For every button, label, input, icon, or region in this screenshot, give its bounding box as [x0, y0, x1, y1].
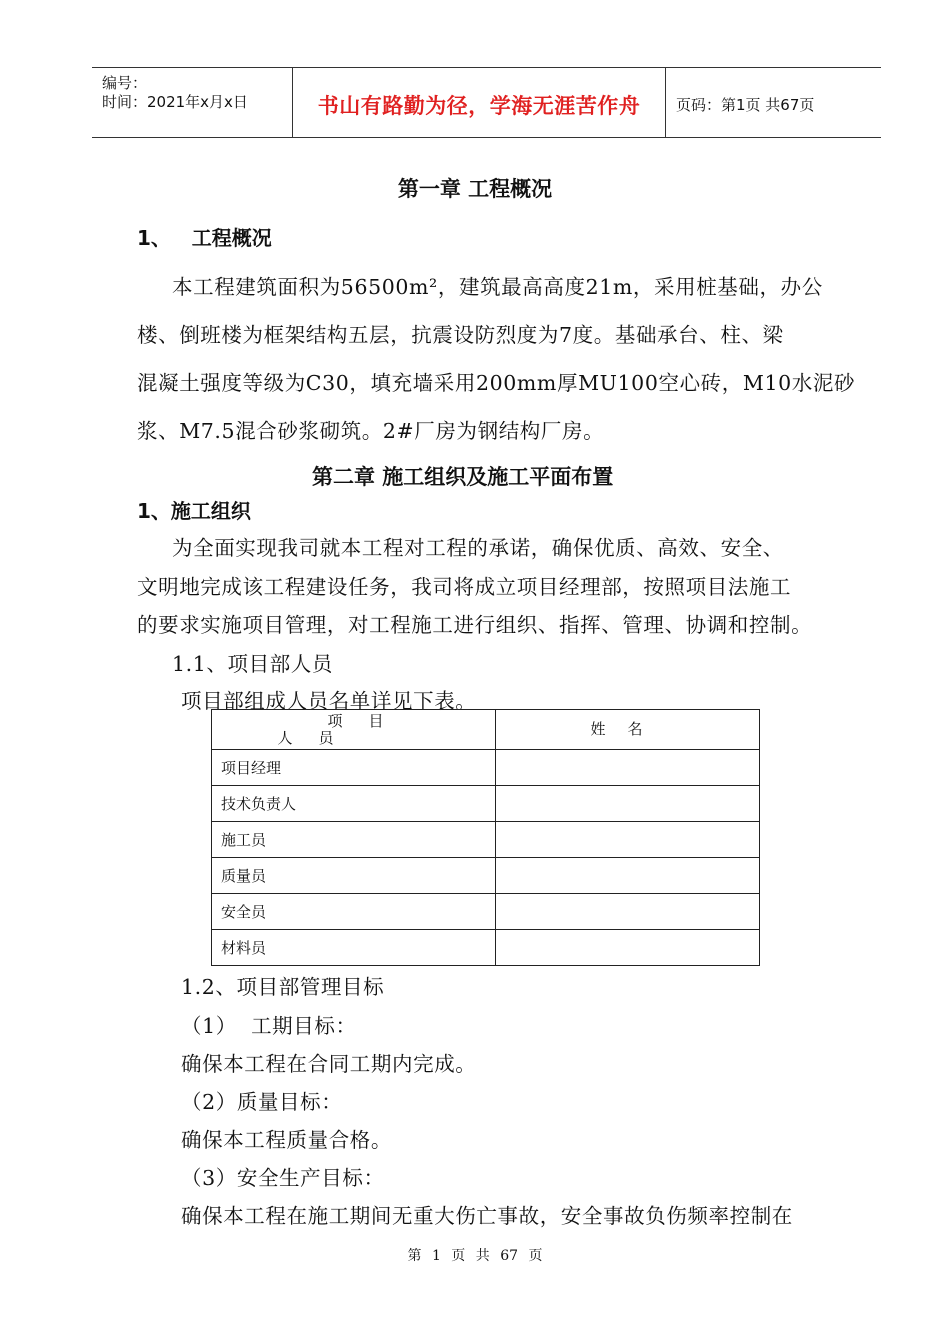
time-label: 时间：2021年x月x日	[102, 93, 248, 111]
table-row	[212, 750, 760, 786]
name-cell	[496, 822, 760, 858]
header-page-cell	[666, 68, 881, 137]
goal3-title: （3）安全生产目标：	[181, 1166, 385, 1190]
name-cell	[496, 750, 760, 786]
subsection-1-1-title: 1.1、项目部人员	[172, 652, 334, 676]
name-cell	[496, 786, 760, 822]
subsection-1-1-intro: 项目部组成人员名单详见下表。	[181, 689, 477, 713]
chapter1-para-line-3: 混凝土强度等级为C30，填充墙采用200mm厚MU100空心砖，M10水泥砂	[137, 371, 856, 395]
chapter2-title: 第二章 施工组织及施工平面布置	[312, 465, 614, 489]
header-role-bottom: 人员	[277, 728, 360, 747]
name-cell	[496, 894, 760, 930]
chapter1-title: 第一章 工程概况	[397, 177, 553, 201]
table-row	[212, 786, 760, 822]
table-row	[212, 894, 760, 930]
header-role-top: 项目	[327, 711, 410, 730]
page-footer: 第 1 页 共 67 页	[407, 1248, 543, 1264]
subsection-1-2-title: 1.2、项目部管理目标	[181, 975, 385, 999]
role-cell: 安全员	[212, 894, 496, 930]
role-cell: 施工员	[212, 822, 496, 858]
goal3-text: 确保本工程在施工期间无重大伤亡事故，安全事故负伤频率控制在	[181, 1204, 793, 1228]
chapter2-section-title: 1、施工组织	[137, 499, 251, 523]
staff-table	[211, 709, 760, 966]
role-cell: 质量员	[212, 858, 496, 894]
table-row	[212, 930, 760, 966]
page-code: 页码：第1页 共67页	[676, 96, 815, 114]
chapter2-para-line-2: 文明地完成该工程建设任务，我司将成立项目经理部，按照项目法施工	[137, 575, 792, 599]
chapter1-para-line-4: 浆、M7.5混合砂浆砌筑。2#厂房为钢结构厂房。	[137, 419, 605, 443]
chapter1-para-line-2: 楼、倒班楼为框架结构五层，抗震设防烈度为7度。基础承台、柱、梁	[137, 323, 784, 347]
chapter2-para-line-3: 的要求实施项目管理，对工程施工进行组织、指挥、管理、协调和控制。	[137, 613, 813, 637]
goal1-text: 确保本工程在合同工期内完成。	[181, 1052, 477, 1076]
header-motto-cell	[293, 68, 666, 137]
role-cell: 技术负责人	[212, 786, 496, 822]
document-header	[92, 67, 881, 138]
goal1-title: （1） 工期目标：	[181, 1014, 357, 1038]
header-info-cell	[92, 68, 293, 137]
chapter2-para-line-1: 为全面实现我司就本工程对工程的承诺，确保优质、高效、安全、	[172, 536, 784, 560]
number-label: 编号：	[102, 74, 148, 92]
chapter1-para-line-1: 本工程建筑面积为56500m²，建筑最高高度21m，采用桩基础，办公	[172, 275, 823, 299]
header-name-label: 姓名	[590, 720, 665, 738]
chapter1-section-title: 1、 工程概况	[137, 226, 272, 250]
role-cell: 材料员	[212, 930, 496, 966]
goal2-text: 确保本工程质量合格。	[181, 1128, 392, 1152]
name-cell	[496, 858, 760, 894]
table-row	[212, 822, 760, 858]
goal2-title: （2）质量目标：	[181, 1090, 343, 1114]
table-header-name	[496, 710, 760, 750]
table-header-role	[212, 710, 496, 750]
motto-text: 书山有路勤为径，学海无涯苦作舟	[317, 94, 641, 118]
table-header-row	[212, 710, 760, 750]
role-cell: 项目经理	[212, 750, 496, 786]
table-row	[212, 858, 760, 894]
name-cell	[496, 930, 760, 966]
